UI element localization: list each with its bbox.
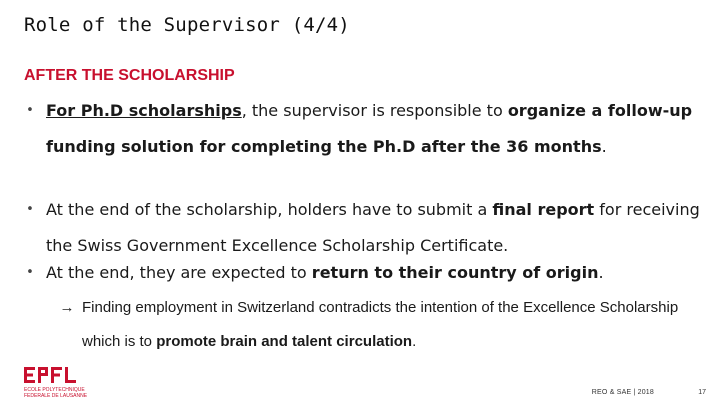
logo-line-2: FEDERALE DE LAUSANNE — [24, 393, 88, 399]
bullet-bold-text: organize a follow-up funding solution for completing the Ph.D after the 36 months — [46, 101, 693, 156]
bullet-text — [46, 192, 704, 264]
bullet-text-part: . — [598, 263, 604, 282]
bullet-text-part: At the end of the scholarship, holders have to submit a — [46, 200, 493, 219]
bullet-marker: • — [26, 265, 34, 280]
bullet-bold-text: final report — [492, 200, 595, 219]
bullet-text — [46, 255, 704, 291]
footer-label: REO & SAE | 2018 — [591, 389, 654, 396]
sub-bullet-item — [58, 291, 698, 359]
bullet-text-part: At the end, they are expected to — [46, 263, 312, 282]
bullet-item-2 — [24, 192, 704, 264]
bullet-text — [46, 93, 704, 165]
bullet-item-3 — [24, 255, 704, 291]
bullet-text-part: . — [601, 137, 607, 156]
arrow-right-icon: → — [59, 299, 75, 316]
epfl-logo-icon — [22, 365, 94, 401]
logo-line-1: ECOLE POLYTECHNIQUE — [24, 387, 85, 393]
bullet-marker: • — [26, 202, 34, 217]
bullet-bold-text: return to their country of origin — [311, 263, 599, 282]
section-heading: AFTER THE SCHOLARSHIP — [24, 67, 235, 84]
slide-title: Role of the Supervisor (4/4) — [24, 14, 350, 36]
bullet-underlined-text: For Ph.D scholarships — [46, 101, 242, 120]
bullet-item-1 — [24, 93, 704, 165]
sub-bullet-bold-text: promote brain and talent circulation — [156, 333, 413, 350]
bullet-text-part: , the supervisor is responsible to — [241, 101, 508, 120]
sub-bullet-text-part: . — [412, 333, 417, 350]
bullet-text-part: for receiving the Swiss Government Excellence Scholarship Certificate. — [46, 200, 700, 255]
sub-bullet-text — [82, 291, 698, 359]
page-number: 17 — [698, 389, 706, 396]
bullet-marker: • — [26, 103, 34, 118]
sub-bullet-text-part: Finding employment in Switzerland contradicts the intention of the Excellence Scholarship which is to — [82, 299, 679, 350]
